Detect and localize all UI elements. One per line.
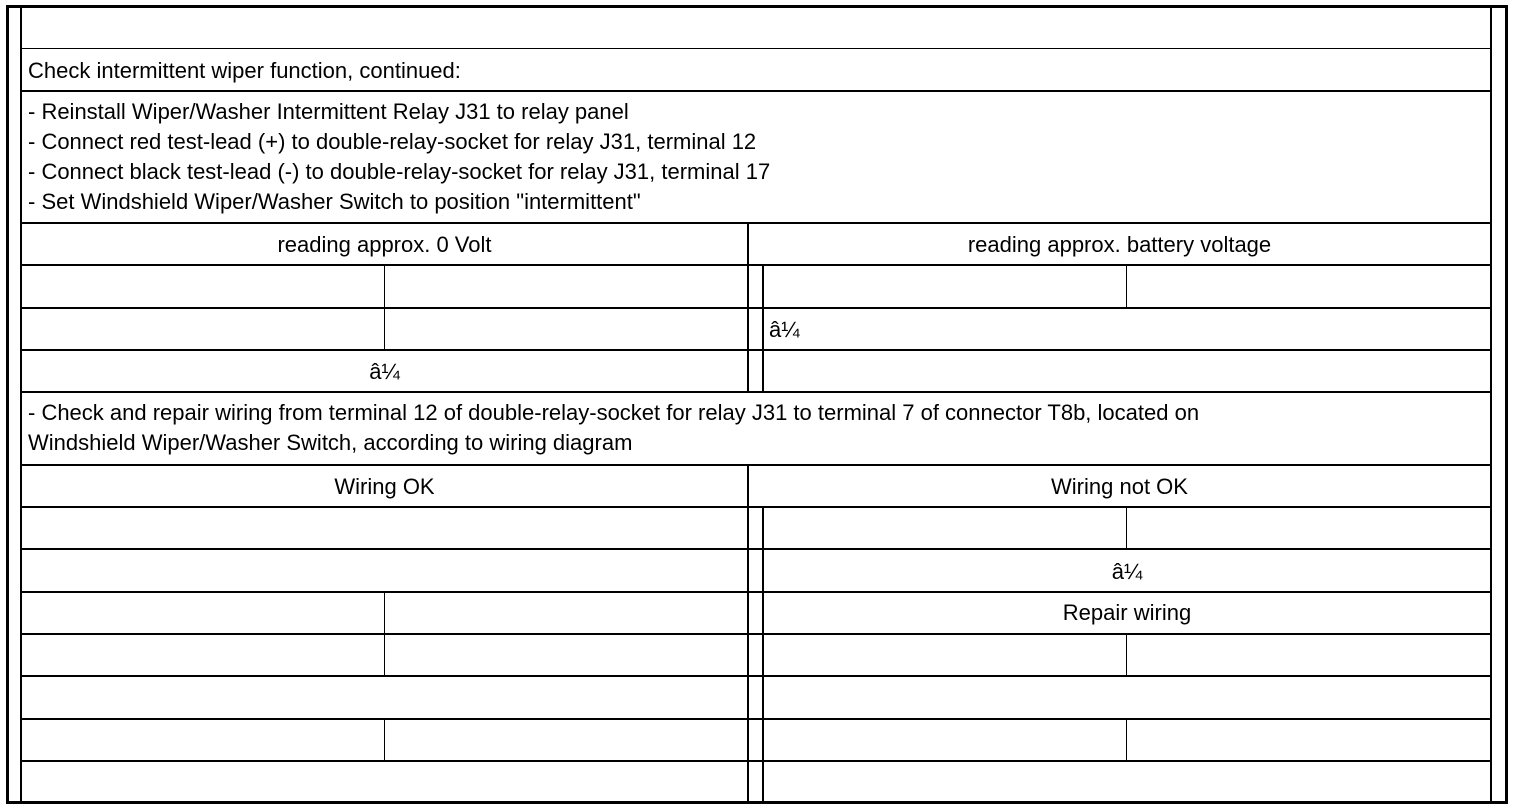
quarter-divider	[1126, 633, 1127, 677]
arrow-down-icon: â¼	[369, 359, 400, 384]
row-line	[20, 48, 1492, 49]
row-line	[20, 464, 1492, 466]
bottom-border	[6, 801, 1508, 804]
repair-wiring-label: Repair wiring	[1062, 600, 1192, 625]
wiring-ok-label: Wiring OK	[334, 474, 435, 499]
wiring-not-ok-label: Wiring not OK	[1051, 474, 1188, 499]
row-line	[20, 349, 1492, 351]
left-border-inner	[20, 5, 22, 804]
arrow-down-icon: â¼	[1111, 559, 1143, 584]
check-wiring-line: - Check and repair wiring from terminal 12 of double-relay-socket for relay J31 to terminal 7 of connector T8b, located on	[28, 400, 1200, 425]
row-line	[20, 391, 1492, 393]
right-border-outer	[1505, 5, 1508, 804]
row-line	[20, 675, 1492, 677]
row-line	[20, 90, 1492, 92]
top-border	[6, 5, 1508, 8]
quarter-divider	[1126, 264, 1127, 308]
quarter-divider	[384, 264, 385, 351]
center-divider-right	[762, 264, 764, 393]
right-border-inner	[1490, 5, 1492, 804]
arrow-down-icon: â¼	[769, 317, 800, 342]
row-line	[20, 718, 1492, 720]
row-line	[20, 548, 1492, 550]
row-line	[20, 591, 1492, 593]
instruction-line: - Set Windshield Wiper/Washer Switch to position "intermittent"	[28, 189, 641, 214]
row-line	[20, 506, 1492, 508]
row-line	[20, 264, 1492, 266]
quarter-divider	[384, 591, 385, 677]
reading-right-label: reading approx. battery voltage	[967, 232, 1272, 257]
reading-left-label: reading approx. 0 Volt	[277, 232, 492, 257]
quarter-divider	[384, 718, 385, 762]
left-border-outer	[6, 5, 9, 804]
instruction-line: - Connect red test-lead (+) to double-relay-socket for relay J31, terminal 12	[28, 129, 757, 154]
center-divider-left	[747, 506, 749, 804]
row-line	[20, 760, 1492, 762]
quarter-divider	[1126, 506, 1127, 550]
instruction-line: - Reinstall Wiper/Washer Intermittent Relay J31 to relay panel	[28, 99, 629, 124]
section-title: Check intermittent wiper function, continued:	[28, 58, 461, 83]
center-divider-left	[747, 264, 749, 393]
check-wiring-line: Windshield Wiper/Washer Switch, according to wiring diagram	[28, 430, 633, 455]
instruction-line: - Connect black test-lead (-) to double-relay-socket for relay J31, terminal 17	[28, 159, 771, 184]
row-line	[20, 633, 1492, 635]
center-divider-right	[762, 506, 764, 804]
row-line	[20, 307, 1492, 309]
quarter-divider	[1126, 718, 1127, 762]
row-line	[20, 222, 1492, 224]
